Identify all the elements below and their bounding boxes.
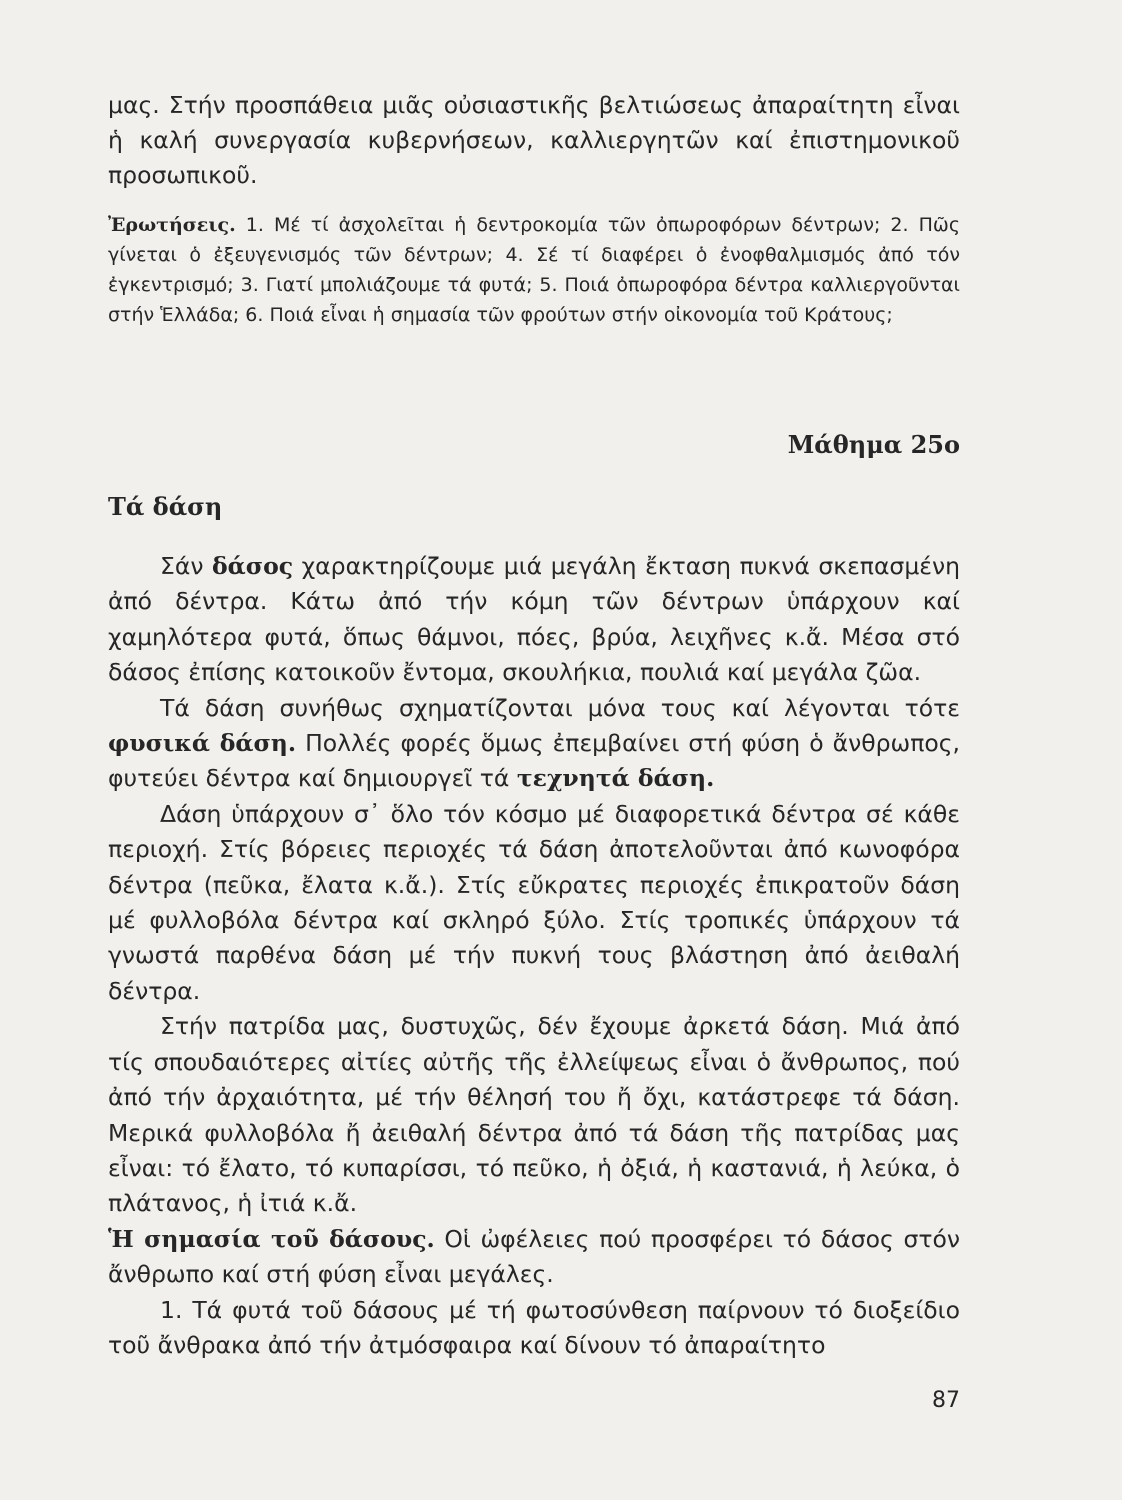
p1-bold-term: δάσος bbox=[212, 552, 294, 580]
questions-label: Ἐρωτήσεις. bbox=[108, 214, 236, 236]
paragraph-greek-forests: Στήν πατρίδα μας, δυστυχῶς, δέν ἔχουμε ἀρκετά δάση. Μιά ἀπό τίς σπουδαιότερες αἰτίες αὐτῆς τῆς ἐλλείψεως εἶναι ὁ ἄνθρωπος, πού ἀπό τήν ἀρχαιότητα, μέ τήν θέλησή του ἤ ὄχι, κατάστρεφε τά δάση. Μερικά φυλλοβόλα ἤ ἀειθαλή δέντρα ἀπό τά δάση τῆς πατρίδας μας εἶναι: τό ἔλατο, τό κυπαρίσσι, τό πεῦκο, ἡ ὀξιά, ἡ καστανιά, ἡ λεύκα, ὁ πλάτανος, ἡ ἰτιά κ.ἄ. bbox=[108, 1012, 960, 1218]
p2-text-a: Τά δάση συνήθως σχηματίζονται μόνα τους καί λέγονται τότε bbox=[160, 693, 960, 722]
intro-paragraph bbox=[108, 88, 960, 193]
paragraph-world-forests: Δάση ὑπάρχουν σ᾿ ὅλο τόν κόσμο μέ διαφορετικά δέντρα σέ κάθε περιοχή. Στίς βόρειες περιοχές τά δάση ἀποτελοῦνται ἀπό κωνοφόρα δέντρα (πεῦκα, ἔλατα κ.ἄ.). Στίς εὔκρατες περιοχές ἐπικρατοῦν δάση μέ φυλλοβόλα δέντρα καί σκληρό ξύλο. Στίς τροπικές ὑπάρχουν τά γνωστά παρθένα δάση μέ τήν πυκνή τους βλάστηση ἀπό ἀειθαλή δέντρα. bbox=[108, 799, 960, 1005]
p2-text-b: Πολλές φορές ὅμως ἐπεμβαίνει στή φύση ὁ ἄνθρωπος, φυτεύει δέντρα καί δημιουργεῖ τά bbox=[108, 729, 960, 793]
lesson-label: Μάθημα 25ο bbox=[787, 430, 960, 459]
page-number: 87 bbox=[932, 1388, 960, 1413]
paragraph-photosynthesis: 1. Τά φυτά τοῦ δάσους μέ τή φωτοσύνθεση παίρνουν τό διοξείδιο τοῦ ἄνθρακα ἀπό τήν ἀτμόσφαιρα καί δίνουν τό ἀπαραίτητο bbox=[108, 1295, 960, 1359]
paragraph-natural-forests bbox=[108, 691, 960, 797]
p2-bold-term-artificial: τεχνητά δάση. bbox=[516, 764, 715, 793]
section-title: Τά δάση bbox=[108, 492, 223, 521]
importance-text: Οἱ ὠφέλειες πού προσφέρει τό δάσος στόν ἄνθρωπο καί στή φύση εἶναι μεγάλες. bbox=[108, 1224, 960, 1289]
questions-text: 1. Μέ τί ἀσχολεῖται ἡ δεντροκομία τῶν ὀπωροφόρων δέντρων; 2. Πῶς γίνεται ὁ ἐξευγενισμός τῶν δέντρων; 4. Σέ τί διαφέρει ὁ ἐνοφθαλμισμός ἀπό τόν ἐγκεντρισμό; 3. Γιατί μπολιάζουμε τά φυτά; 5. Ποιά ὀπωροφόρα δέντρα καλλιεργοῦνται στήν Ἑλλάδα; 6. Ποιά εἶναι ἡ σημασία τῶν φρούτων στήν οἰκονομία τοῦ Κράτους; bbox=[108, 214, 960, 326]
p1-text-b: χαρακτηρίζουμε μιά μεγάλη ἔκταση πυκνά σκεπασμένη ἀπό δέντρα. Κάτω ἀπό τήν κόμη τῶν δέντρων ὑπάρχουν καί χαμηλότερα φυτά, ὅπως θάμνοι, πόες, βρύα, λειχῆνες κ.ἄ. Μέσα στό δάσος ἐπίσης κατοικοῦν ἔντομα, σκουλήκια, πουλιά καί μεγάλα ζῶα. bbox=[108, 552, 960, 687]
importance-heading: Ἡ σημασία τοῦ δάσους. bbox=[108, 1224, 435, 1253]
intro-text: μας. Στήν προσπάθεια μιᾶς οὐσιαστικῆς βελτιώσεως ἀπαραίτητη εἶναι ἡ καλή συνεργασία κυβερνήσεων, καλλιεργητῶν καί ἐπιστημονικοῦ προσωπικοῦ. bbox=[108, 91, 960, 189]
p2-bold-term-natural: φυσικά δάση. bbox=[108, 729, 297, 758]
paragraph-definition bbox=[108, 549, 960, 691]
p1-text-a: Σάν bbox=[160, 552, 212, 580]
paragraph-importance bbox=[108, 1222, 960, 1293]
section-body bbox=[108, 549, 960, 1363]
questions-block bbox=[108, 210, 960, 330]
questions-paragraph bbox=[108, 210, 960, 330]
